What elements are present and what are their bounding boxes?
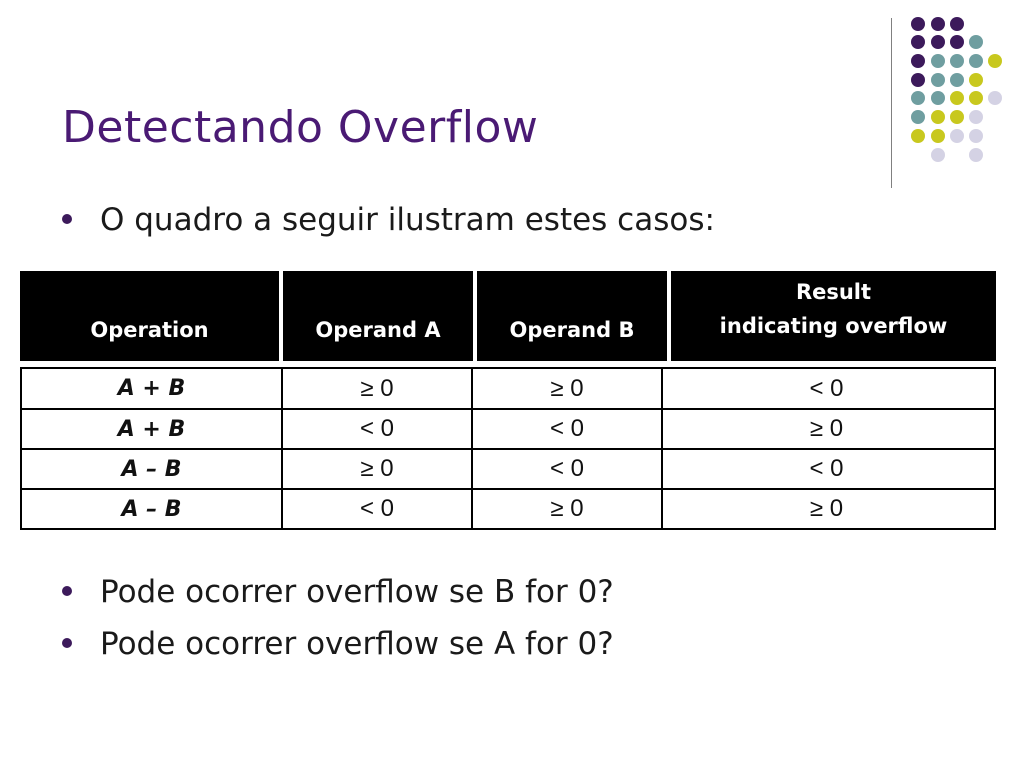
decorative-dot xyxy=(911,17,925,31)
table-body xyxy=(20,367,996,530)
table-cell-operand-b: < 0 xyxy=(471,410,661,448)
decorative-divider-line xyxy=(891,18,892,188)
table-cell-operand-a: ≥ 0 xyxy=(281,369,471,408)
table-header-cell: Operand A xyxy=(283,271,473,361)
table-cell-operand-a: ≥ 0 xyxy=(281,450,471,488)
table-row xyxy=(22,488,994,528)
decorative-dot xyxy=(969,148,983,162)
overflow-table xyxy=(20,271,996,530)
table-row xyxy=(22,408,994,448)
decorative-dot xyxy=(911,91,925,105)
table-cell-result: ≥ 0 xyxy=(661,490,990,528)
decorative-dot xyxy=(969,129,983,143)
decorative-dot xyxy=(950,129,964,143)
table-cell-operation: A – B xyxy=(121,456,182,482)
bullet-dot-icon xyxy=(62,586,72,596)
decorative-dot xyxy=(931,17,945,31)
decorative-dot xyxy=(931,110,945,124)
decorative-dot xyxy=(950,17,964,31)
table-header-cell: Operand B xyxy=(477,271,667,361)
bullet-text: O quadro a seguir ilustram estes casos: xyxy=(100,202,715,238)
table-header-cell: Operation xyxy=(20,271,279,361)
bullet-text: Pode ocorrer overflow se B for 0? xyxy=(100,574,614,610)
table-cell-operation: A + B xyxy=(117,416,186,442)
table-cell-result: < 0 xyxy=(661,369,990,408)
bullet-dot-icon xyxy=(62,638,72,648)
table-header-cell xyxy=(671,271,996,361)
table-cell-operation: A + B xyxy=(117,376,186,401)
decorative-dot xyxy=(950,110,964,124)
table-cell-operand-b: ≥ 0 xyxy=(471,490,661,528)
decorative-dot xyxy=(950,35,964,49)
table-row xyxy=(22,448,994,488)
decorative-dot xyxy=(950,73,964,87)
table-row xyxy=(22,369,994,408)
bullet-text: Pode ocorrer overflow se A for 0? xyxy=(100,626,614,662)
decorative-dot xyxy=(931,73,945,87)
decorative-dot xyxy=(969,35,983,49)
decorative-dot xyxy=(950,91,964,105)
table-cell-result: < 0 xyxy=(661,450,990,488)
decorative-dot xyxy=(911,54,925,68)
decorative-dot xyxy=(931,35,945,49)
table-cell-operand-b: ≥ 0 xyxy=(471,369,661,408)
bullet-dot-icon xyxy=(62,214,72,224)
table-header-line: Result xyxy=(795,280,872,304)
decorative-dot xyxy=(988,91,1002,105)
table-header-row xyxy=(20,271,996,361)
decorative-dot xyxy=(911,129,925,143)
decorative-dot xyxy=(969,73,983,87)
decorative-dot xyxy=(911,73,925,87)
decorative-dot xyxy=(931,129,945,143)
table-cell-operand-b: < 0 xyxy=(471,450,661,488)
bullet-item xyxy=(62,572,614,612)
table-cell-operand-a: < 0 xyxy=(281,410,471,448)
bullet-item xyxy=(62,624,614,664)
decorative-dot xyxy=(969,91,983,105)
table-cell-result: ≥ 0 xyxy=(661,410,990,448)
table-cell-operand-a: < 0 xyxy=(281,490,471,528)
decorative-dot xyxy=(911,35,925,49)
decorative-dot xyxy=(988,54,1002,68)
decorative-dot xyxy=(931,91,945,105)
table-cell-operation: A – B xyxy=(121,496,182,522)
decorative-dot xyxy=(911,110,925,124)
table-header-line: indicating overflow xyxy=(719,314,948,338)
slide-title: Detectando Overflow xyxy=(62,102,539,153)
decorative-dot xyxy=(931,148,945,162)
decorative-dot xyxy=(950,54,964,68)
decorative-dot xyxy=(969,110,983,124)
decorative-dot xyxy=(969,54,983,68)
bullet-item xyxy=(62,200,715,240)
decorative-dot xyxy=(931,54,945,68)
